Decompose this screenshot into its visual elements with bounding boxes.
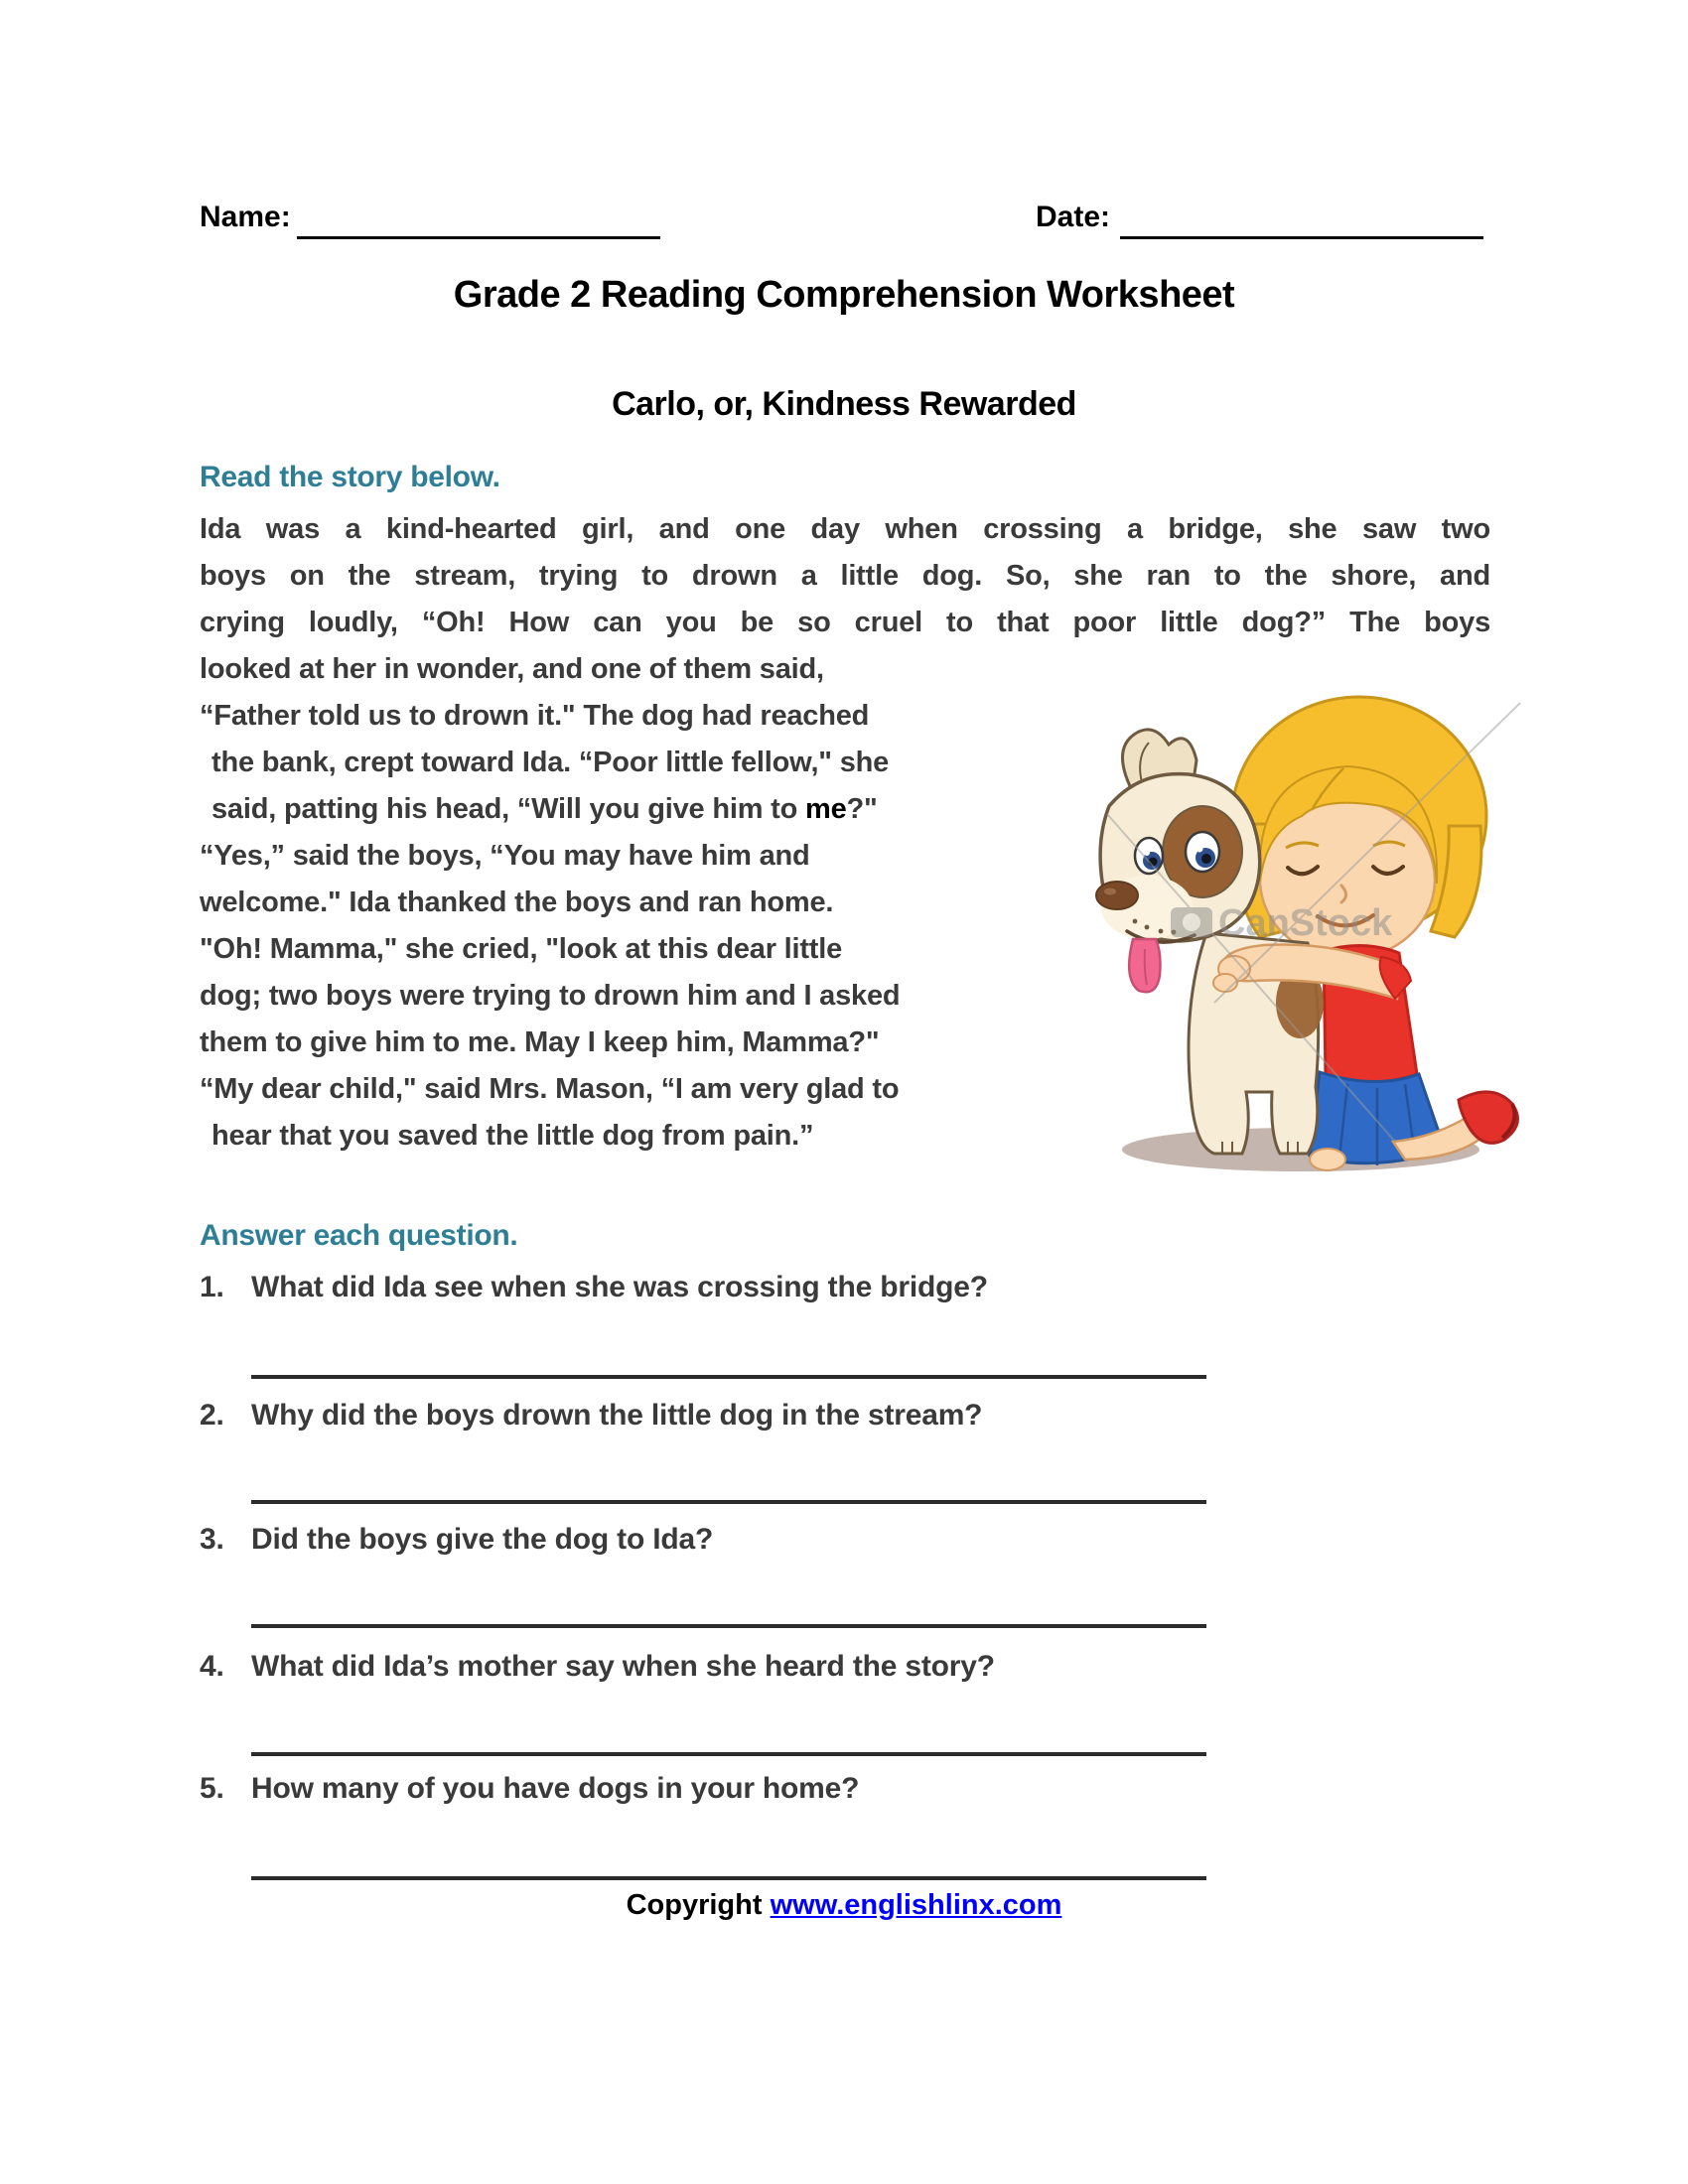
question-text: Why did the boys drown the little dog in the stream? bbox=[251, 1399, 983, 1432]
answer-blank-line-4 bbox=[251, 1752, 1206, 1756]
question-3 bbox=[200, 1523, 713, 1557]
story-line: welcome." Ida thanked the boys and ran home. bbox=[200, 887, 834, 918]
story-line: crying loudly, “Oh! How can you be so cruel to that poor little dog?” The boys bbox=[200, 607, 1490, 638]
question-number: 4. bbox=[200, 1650, 224, 1683]
question-number: 1. bbox=[200, 1271, 224, 1303]
question-text: What did Ida see when she was crossing the bridge? bbox=[251, 1271, 988, 1303]
story-line: hear that you saved the little dog from pain.” bbox=[211, 1120, 814, 1152]
copyright-label: Copyright bbox=[626, 1889, 763, 1921]
story-line: “Yes,” said the boys, “You may have him and bbox=[200, 840, 810, 872]
question-2 bbox=[200, 1399, 982, 1433]
story-title: Carlo, or, Kindness Rewarded bbox=[612, 385, 1076, 423]
story-line: "Oh! Mamma," she cried, "look at this dear little bbox=[200, 933, 843, 965]
answer-blank-line-1 bbox=[251, 1375, 1206, 1379]
story-line-part: said, patting his head, “Will you give him to bbox=[211, 793, 805, 825]
story-line: looked at her in wonder, and one of them said, bbox=[200, 653, 824, 685]
read-story-heading: Read the story below. bbox=[200, 461, 500, 493]
question-1 bbox=[200, 1271, 988, 1304]
story-illustration bbox=[1077, 675, 1524, 1201]
name-blank-line bbox=[297, 203, 660, 239]
page-title: Grade 2 Reading Comprehension Worksheet bbox=[453, 274, 1235, 316]
answer-blank-line-5 bbox=[251, 1876, 1206, 1880]
question-5 bbox=[200, 1772, 859, 1806]
question-number: 5. bbox=[200, 1772, 224, 1805]
date-label: Date: bbox=[1036, 201, 1111, 233]
dog-nose bbox=[1096, 882, 1138, 909]
story-line: dog; two boys were trying to drown him and I asked bbox=[200, 980, 901, 1012]
girl-hugging-dog-image bbox=[1077, 675, 1524, 1201]
question-text: Did the boys give the dog to Ida? bbox=[251, 1523, 714, 1556]
question-number: 2. bbox=[200, 1399, 224, 1432]
answer-blank-line-3 bbox=[251, 1624, 1206, 1628]
story-line: “Father told us to drown it." The dog had reached bbox=[200, 700, 870, 732]
question-4 bbox=[200, 1650, 995, 1684]
footer bbox=[0, 1889, 1688, 1922]
answer-questions-heading: Answer each question. bbox=[200, 1219, 518, 1252]
englishlinx-link[interactable]: www.englishlinx.com bbox=[770, 1889, 1062, 1921]
date-blank-line bbox=[1120, 203, 1483, 239]
story-line: the bank, crept toward Ida. “Poor little fellow," she bbox=[211, 747, 890, 778]
name-label: Name: bbox=[200, 201, 291, 233]
watermark-text: CanStock bbox=[1218, 902, 1393, 944]
story-line: boys on the stream, trying to drown a little dog. So, she ran to the shore, and bbox=[200, 560, 1490, 592]
story-line: them to give him to me. May I keep him, Mamma?" bbox=[200, 1026, 880, 1058]
question-text: How many of you have dogs in your home? bbox=[251, 1772, 860, 1805]
answer-blank-line-2 bbox=[251, 1500, 1206, 1504]
story-line-emphasis: me bbox=[805, 793, 847, 825]
story-line: Ida was a kind-hearted girl, and one day when crossing a bridge, she saw two bbox=[200, 513, 1490, 545]
story-line: “My dear child," said Mrs. Mason, “I am very glad to bbox=[200, 1073, 900, 1105]
question-text: What did Ida’s mother say when she heard the story? bbox=[251, 1650, 995, 1683]
question-number: 3. bbox=[200, 1523, 224, 1556]
story-line-part: ?" bbox=[846, 793, 878, 825]
story-line bbox=[200, 786, 1085, 833]
